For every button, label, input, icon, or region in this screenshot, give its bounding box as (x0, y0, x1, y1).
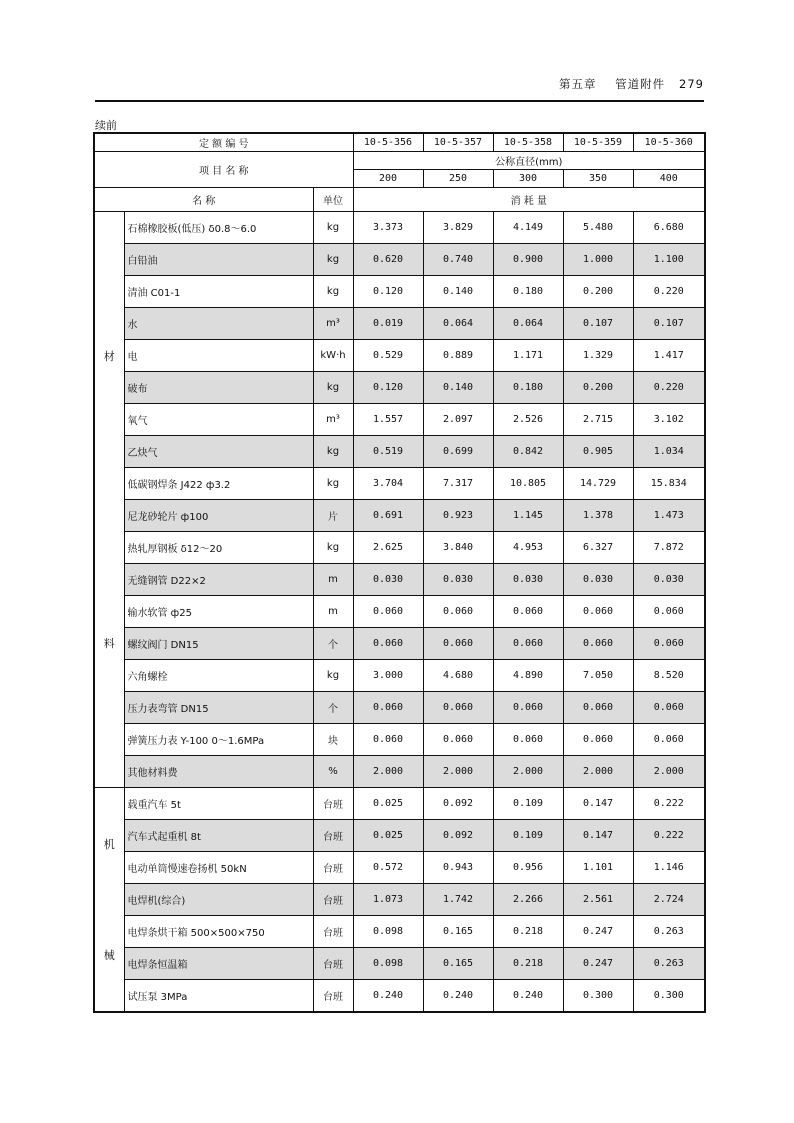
machinery-value: 0.025 (353, 788, 423, 820)
machinery-value: 0.222 (633, 820, 705, 852)
machinery-value: 1.146 (633, 852, 705, 884)
material-value: 2.000 (633, 756, 705, 788)
material-unit: kg (313, 660, 353, 692)
material-value: 0.060 (353, 628, 423, 660)
material-value: 3.373 (353, 212, 423, 244)
material-row (94, 500, 705, 532)
machinery-row (94, 820, 705, 852)
material-value: 8.520 (633, 660, 705, 692)
material-value: 3.000 (353, 660, 423, 692)
material-value: 6.327 (563, 532, 633, 564)
material-value: 0.060 (633, 628, 705, 660)
material-value: 0.220 (633, 372, 705, 404)
machinery-row (94, 916, 705, 948)
material-value: 6.680 (633, 212, 705, 244)
material-unit: 块 (313, 724, 353, 756)
material-value: 4.890 (493, 660, 563, 692)
material-value: 0.691 (353, 500, 423, 532)
machinery-value: 0.218 (493, 916, 563, 948)
machinery-row (94, 948, 705, 980)
material-value: 0.060 (633, 724, 705, 756)
material-value: 2.000 (423, 756, 493, 788)
material-row (94, 244, 705, 276)
material-unit: m (313, 564, 353, 596)
material-value: 0.060 (493, 724, 563, 756)
material-name: 压力表弯管 DN15 (124, 692, 313, 724)
material-name: 其他材料费 (124, 756, 313, 788)
material-value: 0.060 (353, 692, 423, 724)
machinery-value: 0.025 (353, 820, 423, 852)
material-value: 2.000 (353, 756, 423, 788)
machinery-value: 0.956 (493, 852, 563, 884)
material-name: 乙炔气 (124, 436, 313, 468)
machinery-value: 1.073 (353, 884, 423, 916)
material-name: 白铅油 (124, 244, 313, 276)
material-value: 0.180 (493, 372, 563, 404)
col-name-label: 名 称 (94, 188, 313, 212)
material-category-char: 材 (103, 349, 115, 363)
machinery-value: 0.218 (493, 948, 563, 980)
material-value: 0.060 (563, 724, 633, 756)
material-unit: kg (313, 212, 353, 244)
material-value: 1.145 (493, 500, 563, 532)
material-value: 7.050 (563, 660, 633, 692)
machinery-value: 0.147 (563, 820, 633, 852)
machinery-name: 汽车式起重机 8t (124, 820, 313, 852)
material-value: 0.060 (493, 692, 563, 724)
machinery-value: 0.263 (633, 948, 705, 980)
machinery-value: 0.247 (563, 948, 633, 980)
machinery-value: 0.247 (563, 916, 633, 948)
machinery-name: 试压泵 3MPa (124, 980, 313, 1013)
material-value: 0.620 (353, 244, 423, 276)
machinery-row (94, 884, 705, 916)
machinery-value: 2.266 (493, 884, 563, 916)
material-value: 1.417 (633, 340, 705, 372)
machinery-value: 0.222 (633, 788, 705, 820)
code-cell: 10-5-359 (563, 133, 633, 152)
material-row (94, 372, 705, 404)
material-value: 1.100 (633, 244, 705, 276)
material-value: 0.060 (423, 596, 493, 628)
material-value: 7.872 (633, 532, 705, 564)
material-value: 0.060 (633, 596, 705, 628)
material-value: 0.529 (353, 340, 423, 372)
material-value: 0.220 (633, 276, 705, 308)
material-value: 0.699 (423, 436, 493, 468)
material-unit: kg (313, 532, 353, 564)
material-unit: % (313, 756, 353, 788)
material-row (94, 276, 705, 308)
diameter-cell: 300 (493, 170, 563, 188)
material-unit: kg (313, 372, 353, 404)
code-cell: 10-5-360 (633, 133, 705, 152)
material-value: 0.060 (423, 692, 493, 724)
material-name: 无缝钢管 D22×2 (124, 564, 313, 596)
material-value: 0.060 (493, 596, 563, 628)
material-name: 热轧厚钢板 δ12～20 (124, 532, 313, 564)
continued-label: 续前 (95, 119, 117, 132)
material-value: 0.064 (423, 308, 493, 340)
material-value: 1.557 (353, 404, 423, 436)
material-row (94, 756, 705, 788)
material-value: 0.060 (423, 628, 493, 660)
material-category-char: 料 (103, 637, 115, 651)
material-row (94, 724, 705, 756)
material-row (94, 532, 705, 564)
diameter-cell: 400 (633, 170, 705, 188)
material-value: 0.060 (353, 596, 423, 628)
item-name-label: 项 目 名 称 (94, 152, 353, 188)
material-row (94, 628, 705, 660)
machinery-value: 0.098 (353, 948, 423, 980)
material-name: 低碳钢焊条 J422 ф3.2 (124, 468, 313, 500)
material-unit: kW·h (313, 340, 353, 372)
material-value: 0.019 (353, 308, 423, 340)
material-value: 2.526 (493, 404, 563, 436)
machinery-value: 0.109 (493, 788, 563, 820)
material-value: 0.060 (423, 724, 493, 756)
material-value: 1.000 (563, 244, 633, 276)
material-value: 0.060 (563, 628, 633, 660)
material-unit: 个 (313, 692, 353, 724)
material-value: 1.473 (633, 500, 705, 532)
material-unit: kg (313, 276, 353, 308)
material-row (94, 468, 705, 500)
material-value: 15.834 (633, 468, 705, 500)
material-row (94, 404, 705, 436)
code-row (94, 133, 705, 152)
machinery-name: 电焊条恒温箱 (124, 948, 313, 980)
machinery-value: 0.300 (633, 980, 705, 1013)
material-unit: 个 (313, 628, 353, 660)
machinery-value: 0.263 (633, 916, 705, 948)
code-cell: 10-5-356 (353, 133, 423, 152)
material-value: 0.519 (353, 436, 423, 468)
machinery-value: 0.092 (423, 820, 493, 852)
diameter-label: 公称直径(mm) (353, 152, 705, 170)
material-name: 螺纹阀门 DN15 (124, 628, 313, 660)
material-value: 1.378 (563, 500, 633, 532)
material-value: 3.829 (423, 212, 493, 244)
machinery-row (94, 852, 705, 884)
material-value: 0.889 (423, 340, 493, 372)
material-name: 输水软管 ф25 (124, 596, 313, 628)
material-value: 2.000 (563, 756, 633, 788)
column-header-row (94, 188, 705, 212)
material-value: 0.060 (353, 724, 423, 756)
material-value: 0.060 (563, 692, 633, 724)
machinery-value: 0.300 (563, 980, 633, 1013)
machinery-unit: 台班 (313, 852, 353, 884)
material-value: 0.060 (493, 628, 563, 660)
material-value: 0.905 (563, 436, 633, 468)
machinery-value: 0.092 (423, 788, 493, 820)
material-row (94, 596, 705, 628)
machinery-value: 0.165 (423, 916, 493, 948)
material-name: 氧气 (124, 404, 313, 436)
chapter-heading (559, 76, 704, 92)
material-value: 1.034 (633, 436, 705, 468)
machinery-unit: 台班 (313, 916, 353, 948)
material-value: 0.030 (633, 564, 705, 596)
material-value: 3.704 (353, 468, 423, 500)
material-value: 4.680 (423, 660, 493, 692)
machinery-name: 载重汽车 5t (124, 788, 313, 820)
material-value: 0.200 (563, 276, 633, 308)
material-unit: m³ (313, 308, 353, 340)
material-value: 1.329 (563, 340, 633, 372)
machinery-unit: 台班 (313, 820, 353, 852)
material-name: 清油 C01-1 (124, 276, 313, 308)
material-value: 0.060 (633, 692, 705, 724)
page-header (95, 72, 704, 102)
machinery-value: 0.098 (353, 916, 423, 948)
material-value: 3.102 (633, 404, 705, 436)
material-name: 破布 (124, 372, 313, 404)
material-unit: kg (313, 468, 353, 500)
material-row (94, 340, 705, 372)
machinery-unit: 台班 (313, 788, 353, 820)
machinery-value: 0.240 (353, 980, 423, 1013)
machinery-unit: 台班 (313, 948, 353, 980)
material-value: 0.107 (563, 308, 633, 340)
material-value: 2.000 (493, 756, 563, 788)
material-value: 0.180 (493, 276, 563, 308)
material-unit: kg (313, 436, 353, 468)
material-row (94, 692, 705, 724)
material-value: 0.900 (493, 244, 563, 276)
machinery-name: 电焊机(综合) (124, 884, 313, 916)
machinery-name: 电焊条烘干箱 500×500×750 (124, 916, 313, 948)
machinery-category-char: 械 (103, 949, 115, 963)
page-number: 279 (679, 77, 704, 91)
material-row (94, 436, 705, 468)
material-unit: m³ (313, 404, 353, 436)
material-row (94, 564, 705, 596)
material-row (94, 660, 705, 692)
material-name: 石棉橡胶板(低压) δ0.8～6.0 (124, 212, 313, 244)
material-value: 0.030 (493, 564, 563, 596)
material-value: 0.200 (563, 372, 633, 404)
diameter-cell: 250 (423, 170, 493, 188)
quota-table (93, 132, 706, 1013)
material-value: 0.740 (423, 244, 493, 276)
material-value: 0.030 (423, 564, 493, 596)
machinery-unit: 台班 (313, 884, 353, 916)
material-value: 1.171 (493, 340, 563, 372)
material-name: 电 (124, 340, 313, 372)
material-value: 2.625 (353, 532, 423, 564)
code-cell: 10-5-358 (493, 133, 563, 152)
material-value: 7.317 (423, 468, 493, 500)
machinery-value: 2.561 (563, 884, 633, 916)
material-row (94, 308, 705, 340)
machinery-name: 电动单筒慢速卷扬机 50kN (124, 852, 313, 884)
section-label: 管道附件 (615, 77, 666, 91)
material-value: 0.842 (493, 436, 563, 468)
material-unit: 片 (313, 500, 353, 532)
material-row (94, 212, 705, 244)
material-name: 水 (124, 308, 313, 340)
material-value: 0.030 (563, 564, 633, 596)
machinery-value: 0.165 (423, 948, 493, 980)
machinery-row (94, 788, 705, 820)
material-name: 六角螺栓 (124, 660, 313, 692)
col-unit-label: 单位 (313, 188, 353, 212)
material-value: 0.060 (563, 596, 633, 628)
material-unit: kg (313, 244, 353, 276)
machinery-value: 0.240 (423, 980, 493, 1013)
material-name: 尼龙砂轮片 ф100 (124, 500, 313, 532)
machinery-unit: 台班 (313, 980, 353, 1013)
material-name: 弹簧压力表 Y-100 0～1.6MPa (124, 724, 313, 756)
machinery-value: 0.943 (423, 852, 493, 884)
material-value: 0.030 (353, 564, 423, 596)
machinery-category (94, 788, 124, 1013)
material-value: 4.953 (493, 532, 563, 564)
material-value: 0.140 (423, 276, 493, 308)
machinery-value: 0.109 (493, 820, 563, 852)
chapter-label: 第五章 (558, 77, 597, 91)
machinery-value: 1.101 (563, 852, 633, 884)
machinery-value: 2.724 (633, 884, 705, 916)
consumption-label: 消 耗 量 (353, 188, 705, 212)
material-value: 14.729 (563, 468, 633, 500)
material-value: 2.097 (423, 404, 493, 436)
diameter-label-row (94, 152, 705, 170)
material-value: 3.840 (423, 532, 493, 564)
material-value: 0.120 (353, 372, 423, 404)
material-category (94, 212, 124, 788)
material-value: 2.715 (563, 404, 633, 436)
machinery-row (94, 980, 705, 1013)
machinery-category-char: 机 (103, 837, 115, 851)
material-value: 0.140 (423, 372, 493, 404)
diameter-cell: 350 (563, 170, 633, 188)
material-value: 4.149 (493, 212, 563, 244)
machinery-value: 0.240 (493, 980, 563, 1013)
material-value: 0.923 (423, 500, 493, 532)
code-label: 定 额 编 号 (94, 133, 353, 152)
material-unit: m (313, 596, 353, 628)
material-value: 0.120 (353, 276, 423, 308)
code-cell: 10-5-357 (423, 133, 493, 152)
diameter-cell: 200 (353, 170, 423, 188)
material-value: 0.064 (493, 308, 563, 340)
machinery-value: 1.742 (423, 884, 493, 916)
material-value: 5.480 (563, 212, 633, 244)
material-value: 10.805 (493, 468, 563, 500)
machinery-value: 0.572 (353, 852, 423, 884)
material-value: 0.107 (633, 308, 705, 340)
machinery-value: 0.147 (563, 788, 633, 820)
